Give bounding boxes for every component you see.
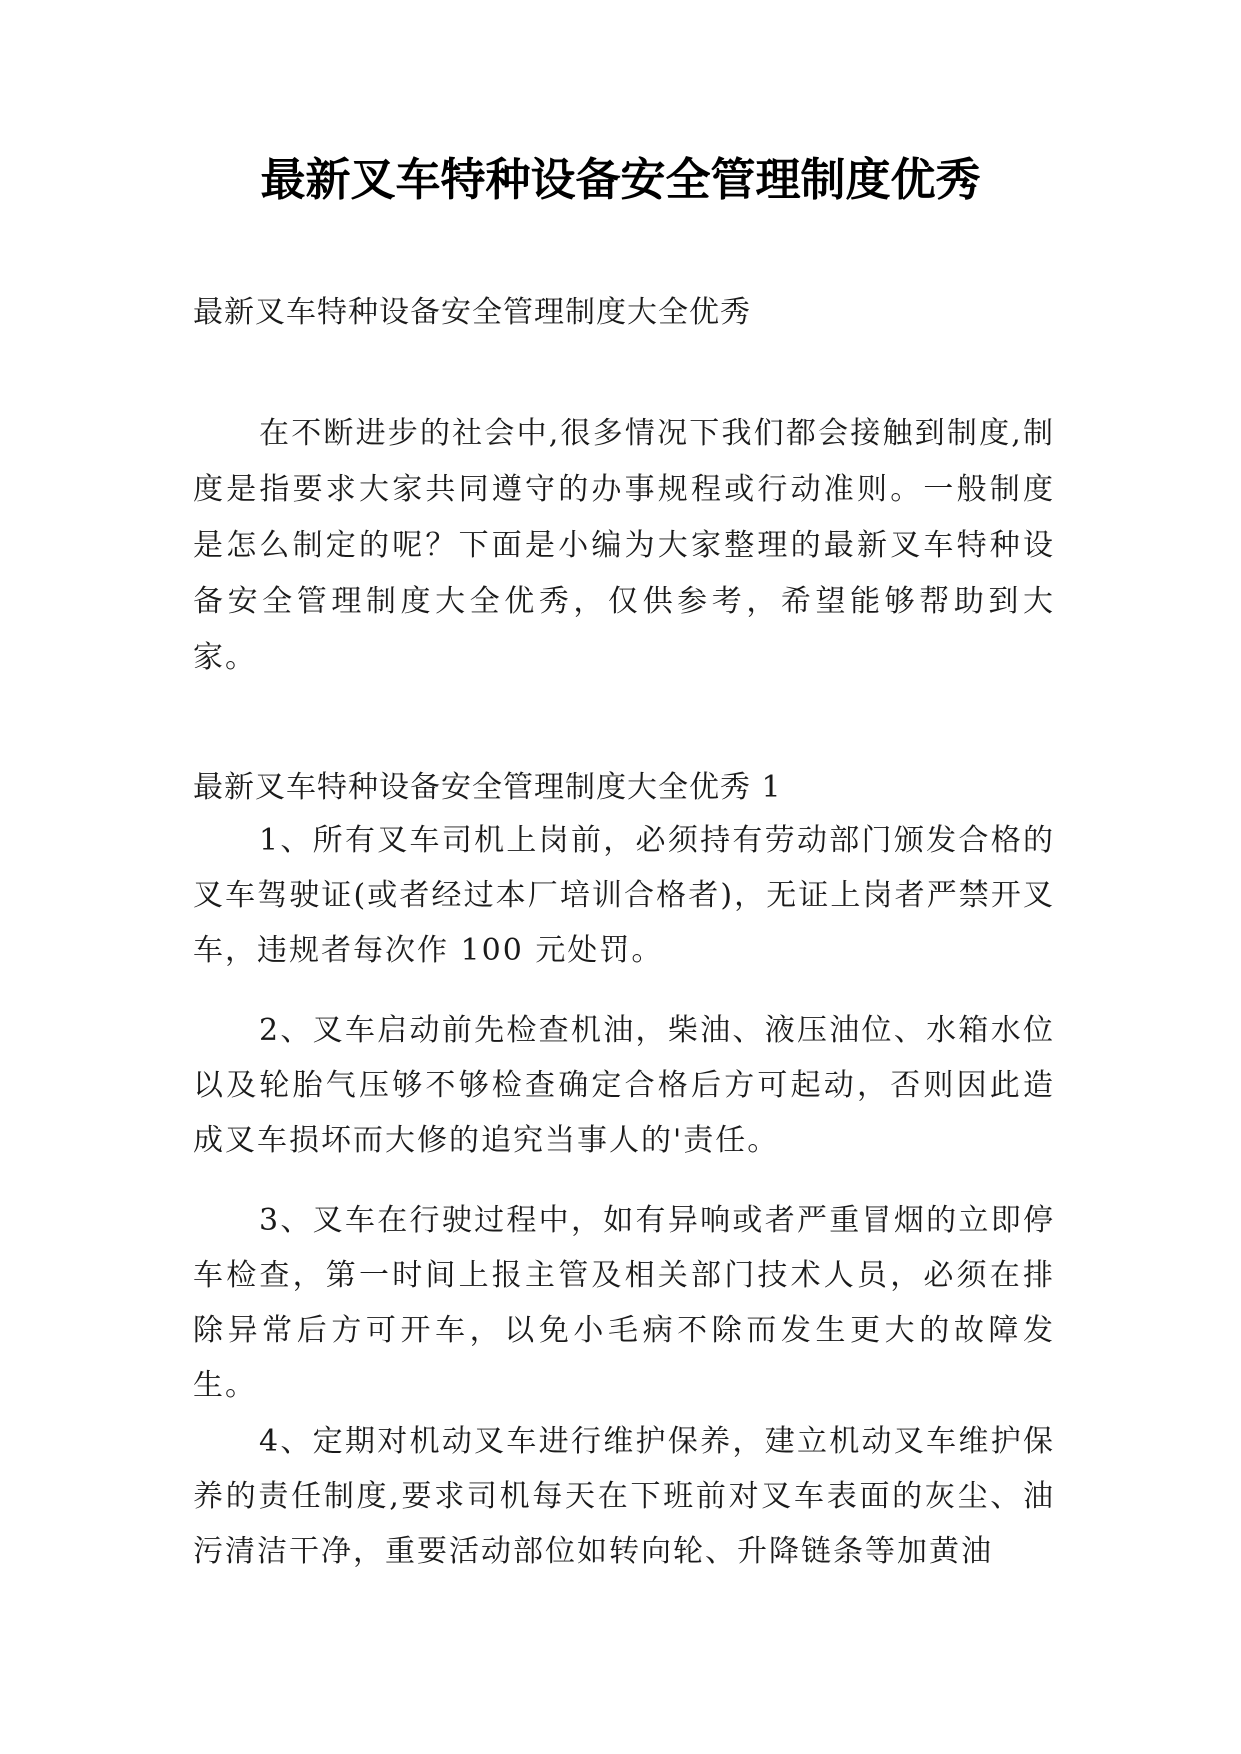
rule-paragraph-2: 2、叉车启动前先检查机油，柴油、液压油位、水箱水位以及轮胎气压够不够检查确定合格后方可起动，否则因此造成叉车损坏而大修的追究当事人的'责任。 (193, 1013, 1055, 1158)
rule-paragraph-3: 3、叉车在行驶过程中，如有异响或者严重冒烟的立即停车检查，第一时间上报主管及相关部门技术人员，必须在排除异常后方可开车，以免小毛病不除而发生更大的故障发生。 (193, 1203, 1055, 1403)
document-title: 最新叉车特种设备安全管理制度优秀 (260, 153, 981, 206)
intro-paragraph: 在不断进步的社会中,很多情况下我们都会接触到制度,制度是指要求大家共同遵守的办事规程或行动准则。一般制度是怎么制定的呢？下面是小编为大家整理的最新叉车特种设备安全管理制度大全优秀，仅供参考，希望能够帮助到大家。 (193, 416, 1055, 675)
section-heading: 最新叉车特种设备安全管理制度大全优秀 1 (193, 770, 782, 805)
document-subtitle: 最新叉车特种设备安全管理制度大全优秀 (193, 295, 751, 330)
rule-paragraph-4: 4、定期对机动叉车进行维护保养，建立机动叉车维护保养的责任制度,要求司机每天在下班前对叉车表面的灰尘、油污清洁干净，重要活动部位如转向轮、升降链条等加黄油 (193, 1424, 1055, 1569)
rule-paragraph-1: 1、所有叉车司机上岗前，必须持有劳动部门颁发合格的叉车驾驶证(或者经过本厂培训合格者)，无证上岗者严禁开叉车，违规者每次作 100 元处罚。 (193, 823, 1055, 968)
